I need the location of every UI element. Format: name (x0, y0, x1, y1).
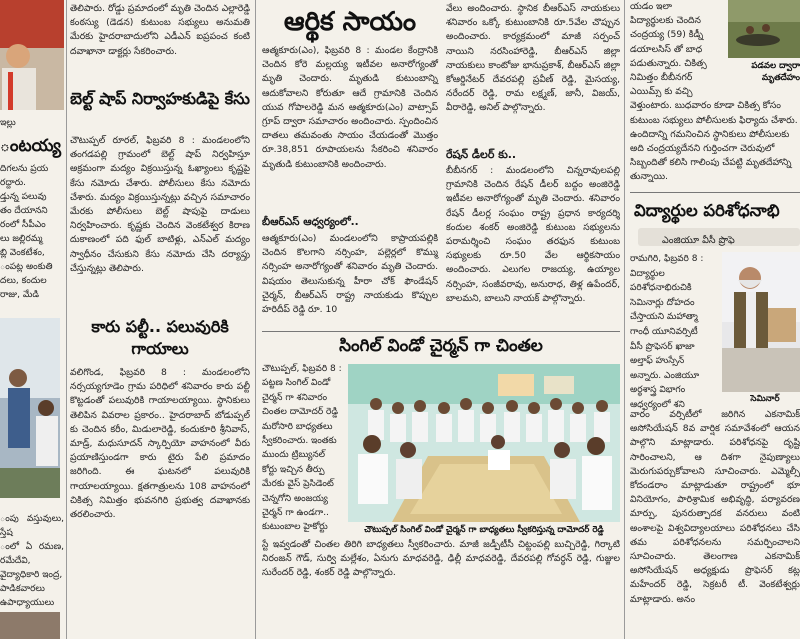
single-window-caption: చౌటుప్పల్ సింగిల్ విండో చైర్మన్ గా బాధ్యతలు స్వీకరిస్తున్న దామోదర్ రెడ్డి (364, 525, 604, 535)
single-window-heading: సింగిల్ విండో చైర్మన్ గా చింతల (339, 336, 543, 356)
car-accident-body: వలిగొండ, ఫిబ్రవరి 8 : మండలంలోని నర్సయ్యగూడెం గ్రామ పరిధిలో శనివారం కారు పల్టీ కొట్టడంతో పలువురికి గాయాలయ్యాయి. స్థానికులు తెలిపిన వివరాల ప్రకారం.. హైదరాబాద్ బోడుప్పల్ కు చెందిన కరీం, మిడులారెడ్డి, కందుకూరి శ్రీనివాస్, మాడ్ర్, మధుసూదన్ స్కార్పియో వాహనంలో వీరు ప్రయాణిస్తుండగా కారు టైరు పేలి ప్రమాదం జరిగింది. ఈ ఘటనలో పలువురికి గాయాలయ్యాయి. క్షతగాత్రులను 108 వాహనంలో చికిత్స నిమిత్తం భువనగిరి ప్రభుత్వ దవాఖానకు తరలించారు. (70, 367, 250, 521)
single-window-photo (348, 364, 620, 522)
research-subheading (638, 228, 800, 246)
column-right-top-text: యడం ఇలా పిద్యార్థులకు చెందిన చంద్రయ్య (59) కిడ్నీ డయాలసిస్ తో బాధ పడుతున్నారు. చికిత్స నిమిత్తం బీబీనగర్ ఎయిమ్స్ కు వచ్చి వెళ్తుంటారు. బుధవారం కూడా చికిత్స కోసం కుటుంబ సభ్యులు పోలీసులకు ఫిర్యాదు చేశారు. ఉందిదాన్ని గమనించిన స్థానికులు పోలీసులకు అది చంద్రయ్యదేనని గుర్తించగా చెరువులో సిబ్బందితో కలిసి గాలింపు చేపట్టి మృతదేహాన్ని తున్నాయి. (630, 1, 798, 183)
single-window-photo-image (348, 364, 620, 522)
financial-aid-continued: వేలు అందించారు. స్థానిక బీఆర్ఎస్ నాయకులు శనివారం ఒక్కో కుటుంబానికి రూ.5వేల చొప్పున అందించారు. కార్యక్రమంలో మాజీ సర్పంచ్ నాయిని నరసింహారెడ్డి, బీఆర్ఎస్ జిల్లా నాయకులు కాంటోజు భానుప్రకాశ్, బీఆర్ఎస్ జిల్లా కోఆర్డినేటర్ దేవరపల్లి ప్రవీణ్ రెడ్డి, మైసయ్య, నరేందర్ రెడ్డి, రామ లక్ష్మణ్, జానీ, విజయ్, వీరారెడ్డి, అనిల్ పాల్గొన్నారు. (446, 3, 620, 114)
politician-photo (0, 0, 64, 110)
brs-body: ఆత్మకూరు(ఎం) మండలంలోని కాప్రాయపల్లికి చెందిన కొలగాని నర్సింహ, పల్లెర్లలో కొమ్ము నర్సింహ అనారోగ్యంతో శనివారం మృతి చెందారు. విషయం తెలుసుకున్న హీరా చోక్ ఫౌండేషన్ చైర్మన్, బీఆర్ఎస్ రాష్ట్ర నాయకుడు కొప్పుల హరిదీప్ రెడ్డి రూ. 10 (262, 233, 438, 316)
left-bottom-photo (0, 612, 60, 639)
ration-dealer-body: బీబీనగర్ : మండలంలోని చిన్నరావులపల్లి గ్రామానికి చెందిన రేషన్ డీలర్ బద్దం అంజిరెడ్డి ఇటీవల అనారోగ్యంతో మృతి చెందారు. శనివారం రేషన్ డీలర్ల సంఘం రాష్ట్ర ప్రధాన కార్యదర్శి కందుల శంకర్ అంజిరెడ్డి కుటుంబ సభ్యులను పరామర్శించి సంఘం తరఫున కుటుంబ సభ్యులకు రూ.50 వేల ఆర్థికసాయం అందించారు. ఎలుగల రాజయ్య, ఉయ్యాల నర్సింహ, సంజీవరావు, అనురాధ, తిళ్ల ఉపేందర్, బాలమని, బాలుని నాయక్ పాల్గొన్నారు. (446, 165, 620, 304)
financial-aid-body: ఆత్మకూరు(ఎం), ఫిబ్రవరి 8 : మండల కేంద్రానికి చెందిన కోరె మల్లయ్య ఇటీవల అనారోగ్యంతో మృతి చెందారు. మృతుడి కుటుంబాన్ని ఆదుకోవాలని కోరుతూ ఆదే గ్రామానికి చెందిన యువ గోపాలరెడ్డి మన ఆత్మకూరు(ఎం) వాట్సాప్ గ్రూప్ ద్వారా సమాచారం అందించారు. స్పందించిన దాతలు తమవంతు సాయం చేయడంతో మొత్తం రూ.38,851 రూపాయలను సేకరించి శనివారం మృతుడి కుటుంబానికి అందించారు. (262, 45, 438, 170)
vc-photo-caption: సెమినార్ (750, 394, 780, 404)
politician-photo-image (0, 0, 64, 110)
column-right (630, 0, 800, 639)
column-three (262, 0, 620, 639)
vc-photo (722, 252, 800, 392)
column-left (0, 0, 64, 639)
left-photo (0, 318, 60, 498)
boat-search-caption: పడవల ద్వారా మృతదేహం (751, 61, 800, 83)
belt-shop-body: చౌటుప్పల్ రూరల్, ఫిబ్రవరి 8 : మండలంలోని తంగడపల్లి గ్రామంలో బెల్ట్ షాప్ నిర్వహిస్తూ అక్రమంగా మద్యం విక్రయిస్తున్న ఓఖ్యాంలు కృష్ణపై కేసు నమోదు చేశారు. పోలీసులు కేసు నమోదు చేశారు. మద్యం విక్రయిస్తున్నట్లు వచ్చిన సమాచారం మేరకు పోలీసులు బెల్ట్ షాపుపై దాడులు నిర్వహించారు. కృష్ణకు చెందిన వెంకటేశ్వర కిరాణ దుకాణంలో పది ఫుల్ బాటిళ్లు, ఎన్ఎల్ మద్యం స్వాధీనం చేసుకుని కేసు నమోదు చేసి దర్యాప్తు చేస్తున్నట్లు తెలిపారు. (70, 135, 250, 274)
single-window-body: చౌటుప్పల్, ఫిబ్రవరి 8 : పట్టణ సింగిల్ విండో చైర్మన్ గా శనివారం చింతల దామోదర్ రెడ్డి మరోసారి బాధ్యతలు స్వీకరించారు. ఇంతకు ముందు ట్రిబ్యునల్ కోర్టు ఇచ్చిన తీర్పు మేరకు వైస్ ప్రెసిడెంట్ చెన్నగోని అంజయ్య చైర్మన్ గా ఉండగా.. కుటుంబాల హైకోర్టు (262, 364, 342, 533)
research-body: రామగిరి, ఫిబ్రవరి 8 : విద్యార్థుల పరిశోధనాభిరుచికి సెమినార్లు దోహదం చేస్తాయని మహాత్మా గాంధీ యూనివర్సిటీ వీసీ ప్రొఫెసర్ ఖాజా అల్తాఫ్ హుస్సేన్ అన్నారు. ఎంజియూ అర్థశాస్త్ర విభాగం ఆధ్వర్యంలో శని (630, 254, 704, 410)
column-left-top-text: ఇల్లు (0, 118, 16, 128)
car-accident-heading: కారు పల్టీ.. పలువురికి గాయాలు (91, 317, 229, 358)
brs-subheading: బీఆర్ఎస్ ఆధ్వర్యంలో.. (262, 216, 359, 228)
ration-dealer-subheading: రేషన్ డీలర్ కు.. (446, 148, 517, 161)
column-left-frag-body: దిగలను ప్రయ రద్దారు. డ్తున్న పలువు తం దేయానని రంలో సీపీఎం లు జల్లిరమ్మ బ్లి వెంకటేశం, ంపట్ల అంకుతి దలు, కందుల రాజు, మేడి (0, 164, 53, 300)
research-subheading-text: ఎంజియూ వీసీ ప్రొఫె (662, 235, 735, 246)
column-two-top-text: తెలిపారు. రోడ్డు ప్రమాదంలో మృతి చెందిన ఎల్లారెడ్డి కంఠస్యు (డెడన) కుటుంబ సభ్యులు అనుమతి మేరకు హైదరాబాదులోని ఎడీఎన్ ఐప్రపంచ కంటి దవాఖానా డాక్టర్లు సేకరించారు. (70, 3, 250, 57)
financial-aid-heading: ఆర్థిక సాయం (283, 7, 417, 37)
research-bottom: వారం వర్సిటీలో జరిగిన ఎకనామిక్ అసోసియేషన్ 8వ వార్షిక సమావేశంలో ఆయన పాల్గొని మాట్లాడారు. పరిశోధనపై దృష్టి సారించాలని, ఆ దిశగా నైపుణ్యాలు మెరుగుపర్చుకోవాలని సూచించారు. ఎమ్మెల్సీ కోదండరాం మాట్లాడుతూ రాష్ట్రంలో భూ వినియోగం, పారిశ్రామిక అభివృద్ధి, పర్యావరణ మార్పు, పునరుత్పాదక వనరులు వంటి అంశాలపై విశ్వవిద్యాలయాలు పరిశోధనలు చేసి తమ పరిశోధనలను సమర్పించాలని సూచించారు. తెలంగాణ ఎకనామిక్ అసోసియేషన్ అధ్యక్షుడు ప్రొఫెసర్ కట్ల మహేందర్ రెడ్డి, సెక్రటరీ టీ. వెంకటేశ్వర్లు మాట్లాడారు. అనం (630, 409, 800, 605)
left-photo-image (0, 318, 60, 498)
belt-shop-heading: బెల్ట్ షాప్ నిర్వాహకుడిపై కేసు (70, 89, 250, 108)
boat-search-photo-image (728, 0, 800, 58)
column-left-frag-heading: ంటయ్య (0, 136, 62, 156)
research-heading: విద్యార్థుల పరిశోధనాభి (634, 201, 780, 220)
vc-photo-image (722, 252, 800, 392)
single-window-bottom: స్టే ఇవ్వడంతో చింతల తిరిగి బాధ్యతలు స్వీకరించారు. మాజీ జడ్పీటీసీ చిట్టంపల్లి బుచ్చిరెడ్డి, గిర్కాటి నిరంజన్ గౌడ్, సుర్వి మల్లేశం, ఏనుగు మాధవరెడ్డి, ఢిల్లీ మాధవరెడ్డి, దేవరపల్లి గోవర్ధన్ రెడ్డి, గుజ్జుల సురేందర్ రెడ్డి, శంకర్ రెడ్డి పాల్గొన్నారు. (262, 539, 620, 579)
column-left-frag-bottom: ంపు వస్తువులు, స్తేష ంలో ఏ రమణ, రమేదేవి, వైద్యాధికారి ఇంద్ర, పాడికవారలు ఉపాధ్యాయులు (0, 514, 64, 608)
boat-search-photo (728, 0, 800, 58)
column-two (70, 0, 250, 639)
